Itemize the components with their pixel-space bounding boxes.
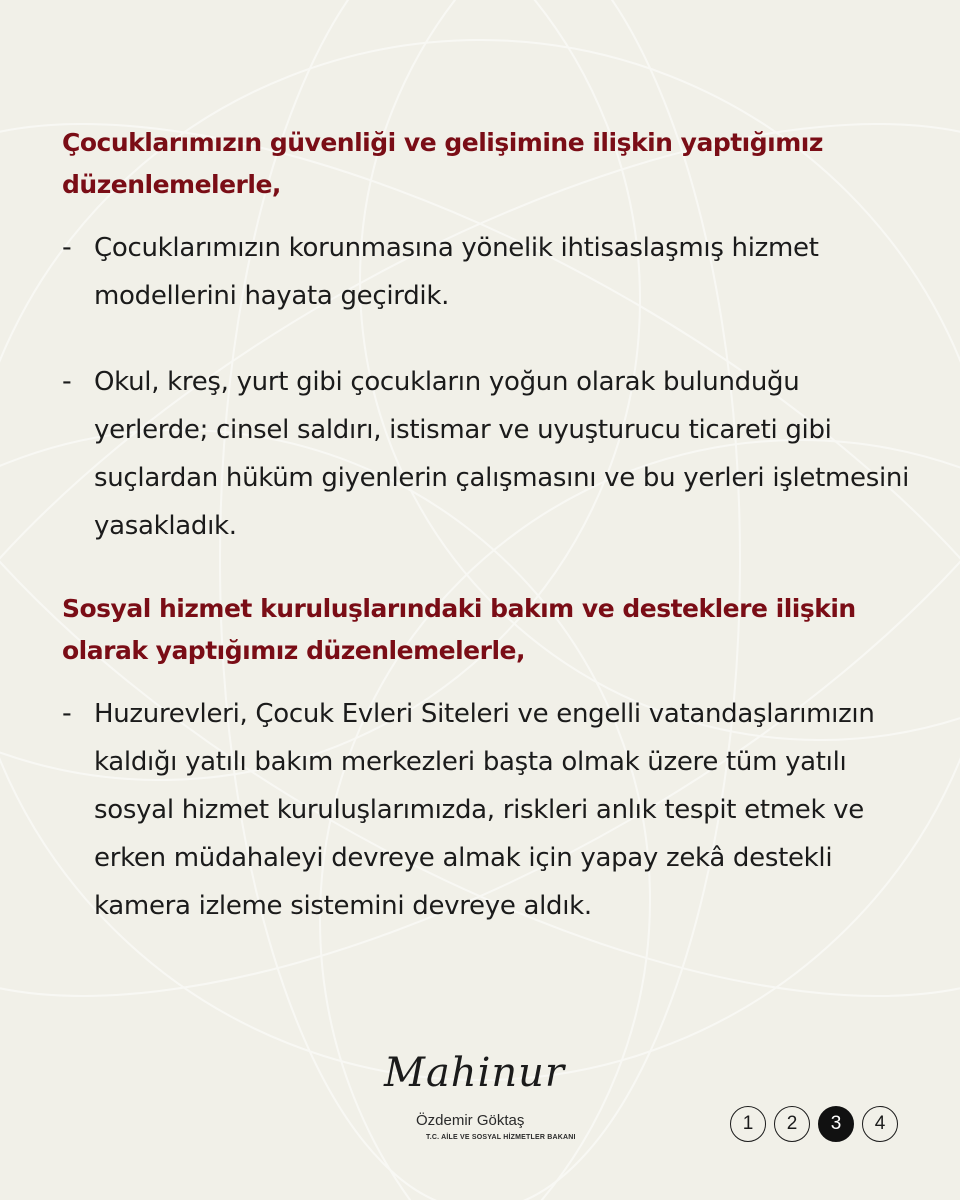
- page-indicator-1[interactable]: 1: [730, 1106, 766, 1142]
- main-content: [62, 122, 912, 968]
- signature-logo: [384, 1050, 584, 1150]
- section-heading-children-safety: Çocuklarımızın güvenliği ve gelişimine ilişkin yaptığımız düzenlemelerle,: [62, 128, 823, 199]
- signature-title: T.C. AİLE VE SOSYAL HİZMETLER BAKANI: [426, 1134, 576, 1141]
- signature-script: Mahinur: [384, 1050, 566, 1096]
- list-item-text: Okul, kreş, yurt gibi çocukların yoğun olarak bulunduğu yerlerde; cinsel saldırı, istismar ve uyuşturucu ticareti gibi suçlardan hüküm giyenlerin çalışmasını ve bu yerleri işletmesini yasakladık.: [94, 367, 909, 541]
- bullet-dash: -: [62, 366, 72, 397]
- list-item-text: Huzurevleri, Çocuk Evleri Siteleri ve engelli vatandaşlarımızın kaldığı yatılı bakım merkezleri başta olmak üzere tüm yatılı sosyal hizmet kuruluşlarımızda, riskleri anlık tespit etmek ve erken müdahaleyi devreye almak için yapay zekâ destekli kamera izleme sistemini devreye aldık.: [94, 699, 875, 921]
- page-indicator-3-active[interactable]: 3: [818, 1106, 854, 1142]
- bullet-dash: -: [62, 232, 72, 263]
- list-item: [62, 690, 912, 930]
- list-item-text: Çocuklarımızın korunmasına yönelik ihtisaslaşmış hizmet modellerini hayata geçirdik.: [94, 233, 819, 311]
- pagination: [730, 1106, 898, 1142]
- bullet-dash: -: [62, 698, 72, 729]
- page-indicator-2[interactable]: 2: [774, 1106, 810, 1142]
- signature-name: Özdemir Göktaş: [416, 1112, 525, 1129]
- page-indicator-4[interactable]: 4: [862, 1106, 898, 1142]
- section-heading-social-services: Sosyal hizmet kuruluşlarındaki bakım ve desteklere ilişkin olarak yaptığımız düzenlemelerle,: [62, 594, 856, 665]
- list-item: [62, 358, 912, 550]
- list-item: [62, 224, 912, 320]
